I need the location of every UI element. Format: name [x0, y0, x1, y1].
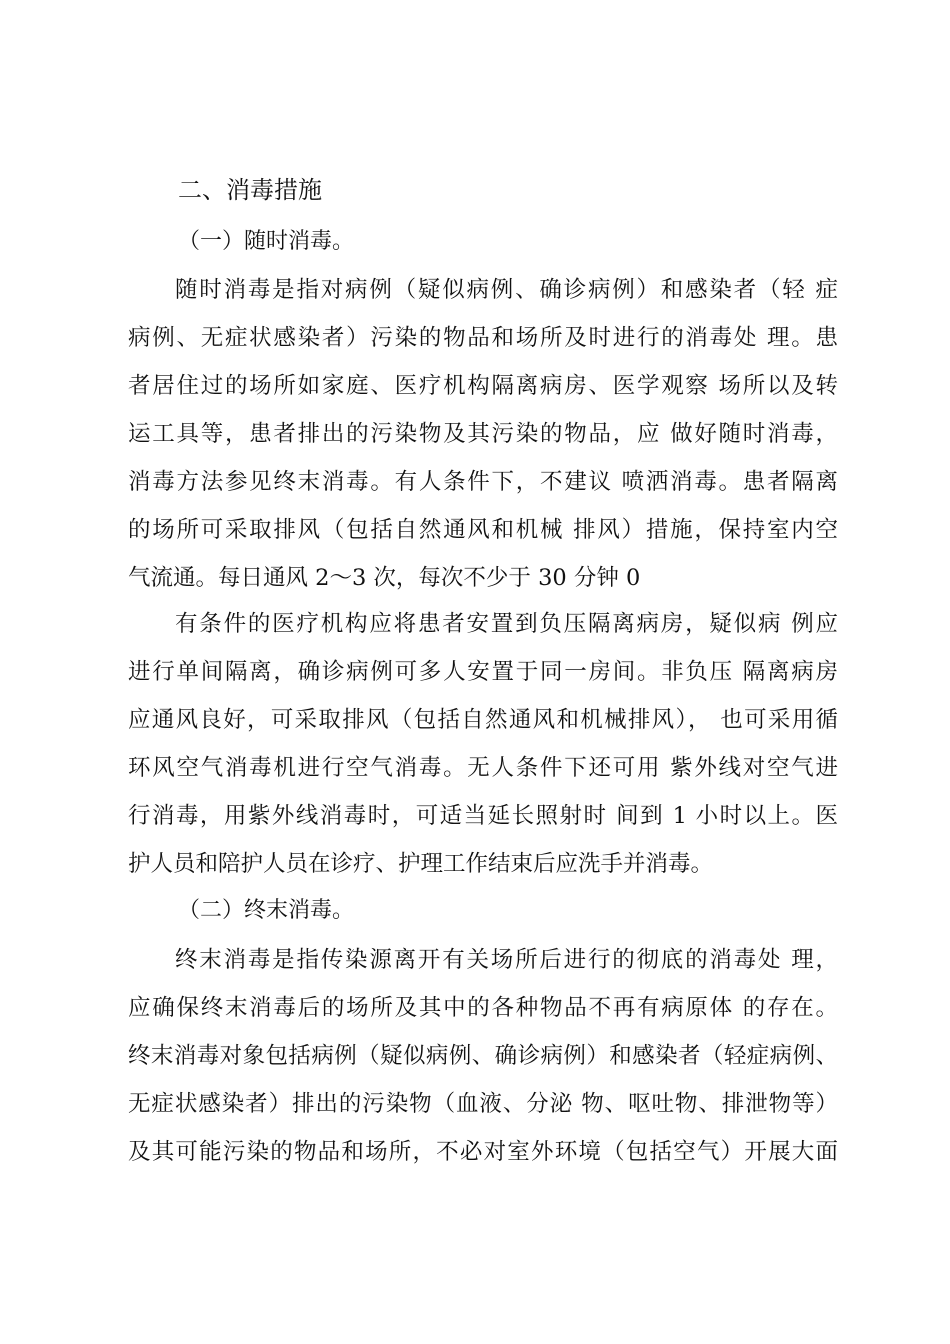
paragraph-line: 无症状感染者）排出的污染物（血液、分泌 物、呕吐物、排泄物等）: [128, 1091, 838, 1117]
paragraph-line: 病例、无症状感染者）污染的物品和场所及时进行的消毒处 理。患: [128, 325, 838, 351]
paragraph-line: 有条件的医疗机构应将患者安置到负压隔离病房，疑似病 例应: [175, 611, 838, 637]
paragraph-line: 环风空气消毒机进行空气消毒。无人条件下还可用 紫外线对空气进: [128, 755, 838, 781]
paragraph-1: [128, 266, 838, 602]
subsection-heading-2: （二）终末消毒。: [178, 898, 355, 923]
paragraph-line: 气流通。每日通风 2〜3 次，每次不少于 30 分钟 0: [128, 565, 641, 591]
paragraph-line: 行消毒，用紫外线消毒时，可适当延长照射时 间到 1 小时以上。医: [128, 803, 838, 829]
section-heading: 二、消毒措施: [178, 176, 322, 204]
paragraph-line: 随时消毒是指对病例（疑似病例、确诊病例）和感染者（轻 症: [175, 277, 838, 303]
paragraph-line: 及其可能污染的物品和场所，不必对室外环境（包括空气）开展大面: [128, 1139, 838, 1165]
paragraph-line: 进行单间隔离，确诊病例可多人安置于同一房间。非负压 隔离病房: [128, 659, 838, 685]
subsection-heading-1: （一）随时消毒。: [178, 229, 355, 254]
paragraph-line: 护人员和陪护人员在诊疗、护理工作结束后应洗手并消毒。: [128, 851, 714, 877]
paragraph-2: [128, 600, 838, 888]
paragraph-line: 消毒方法参见终末消毒。有人条件下，不建议 喷洒消毒。患者隔离: [128, 469, 838, 495]
paragraph-line: 运工具等，患者排出的污染物及其污染的物品，应 做好随时消毒，: [128, 421, 838, 447]
paragraph-line: 的场所可采取排风（包括自然通风和机械 排风）措施，保持室内空: [128, 517, 838, 543]
paragraph-line: 者居住过的场所如家庭、医疗机构隔离病房、医学观察 场所以及转: [128, 373, 838, 399]
paragraph-line: 终末消毒对象包括病例（疑似病例、确诊病例）和感染者（轻症病例、: [128, 1043, 838, 1069]
paragraph-3: [128, 936, 838, 1176]
paragraph-line: 应通风良好，可采取排风（包括自然通风和机械排风）， 也可采用循: [128, 707, 838, 733]
paragraph-line: 终末消毒是指传染源离开有关场所后进行的彻底的消毒处 理，: [175, 947, 838, 973]
paragraph-line: 应确保终末消毒后的场所及其中的各种物品不再有病原体 的存在。: [128, 995, 838, 1021]
